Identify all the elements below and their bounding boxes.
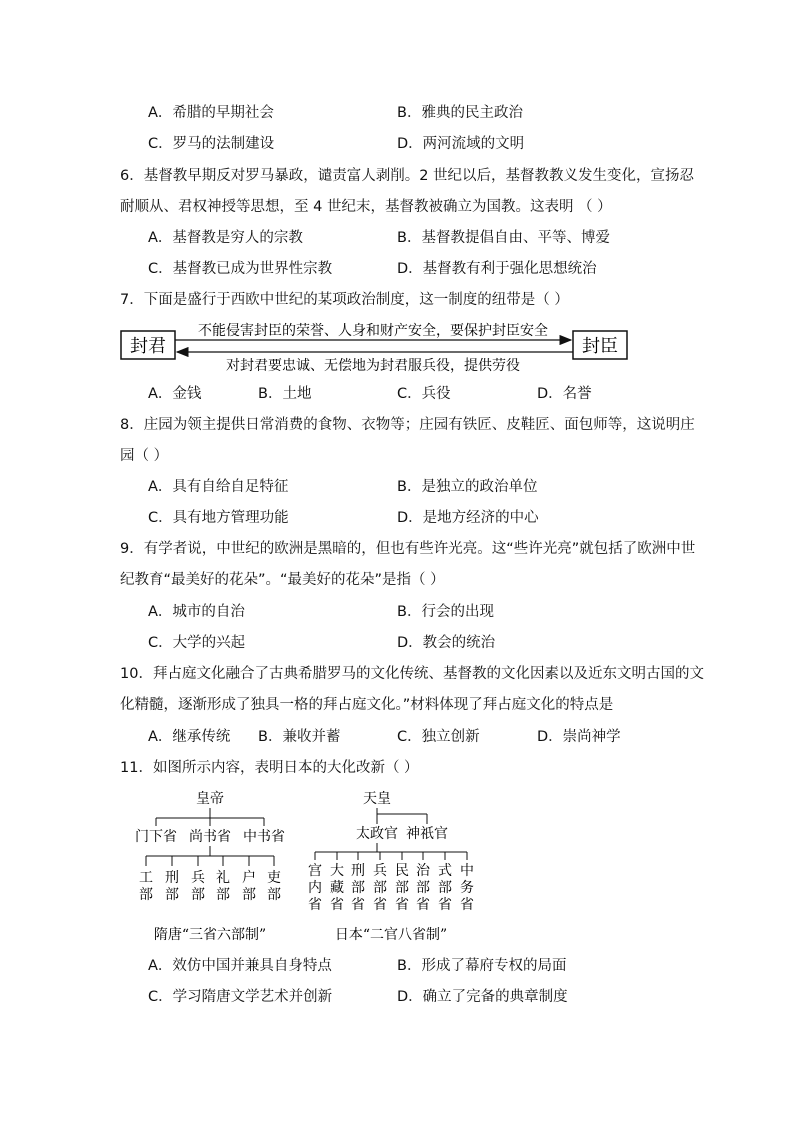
japan-dept-hyobu: 兵部省 [373, 863, 387, 913]
q5-option-d: D．两河流域的文明 [397, 136, 525, 152]
japan-jingikan: 神祇官 [406, 826, 448, 842]
q5-option-b: B．雅典的民主政治 [397, 105, 523, 121]
sui-ministry-menxia: 门下省 [135, 829, 177, 845]
japan-dept-kunai: 宫内省 [308, 863, 322, 913]
q8-option-a: A．具有自给自足特征 [148, 479, 289, 495]
q10-option-d: D．崇尚神学 [537, 729, 621, 745]
japan-dept-nakatsukasa: 中务省 [460, 863, 474, 913]
q9-stem-line-1: 9．有学者说，中世纪的欧洲是黑暗的，但也有些许光亮。这“些许光亮”就包括了欧洲中世 [120, 541, 696, 557]
q7-option-b: B．土地 [258, 386, 312, 402]
japan-daijokan: 太政官 [356, 826, 398, 842]
q9-option-c: C．大学的兴起 [148, 635, 246, 651]
q11-option-d: D．确立了完备的典章制度 [397, 989, 568, 1005]
q7-stem: 7．下面是盛行于西欧中世纪的某项政治制度，这一制度的纽带是（ ） [120, 292, 569, 308]
sui-dept-bing: 兵部 [191, 870, 205, 903]
vassal-label: 封臣 [582, 336, 618, 357]
q9-option-d: D．教会的统治 [397, 635, 496, 651]
q10-option-c: C．独立创新 [397, 729, 480, 745]
japan-dept-jibu: 治部省 [416, 863, 430, 913]
q7-option-c: C．兵役 [397, 386, 451, 402]
lord-label: 封君 [130, 336, 166, 357]
q10-stem-line-1: 10．拜占庭文化融合了古典希腊罗马的文化传统、基督教的文化因素以及近东文明古国的文 [120, 666, 704, 682]
q6-stem-line-2: 耐顺从、君权神授等思想，至 4 世纪末，基督教被确立为国教。这表明 （ ） [120, 199, 612, 215]
japan-dept-okura: 大藏省 [330, 863, 344, 913]
q9-stem-line-2: 纪教育“最美好的花朵”。“最美好的花朵”是指（ ） [120, 572, 445, 588]
sui-dept-gong: 工部 [139, 870, 153, 903]
sui-caption: 隋唐“三省六部制” [153, 927, 267, 943]
japan-dept-gyobu: 刑部省 [351, 863, 365, 913]
q11-option-b: B．形成了幕府专权的局面 [397, 958, 567, 974]
japan-caption: 日本“二官八省制” [334, 927, 448, 943]
japan-org-chart [308, 791, 474, 943]
q8-option-c: C．具有地方管理功能 [148, 510, 289, 526]
feudal-relationship-diagram [118, 318, 638, 378]
q6-option-c: C．基督教已成为世界性宗教 [148, 261, 333, 277]
q6-option-d: D．基督教有利于强化思想统治 [397, 261, 597, 277]
sui-dept-hu: 户部 [242, 870, 256, 903]
lord-obligation-text: 不能侵害封臣的荣誉、人身和财产安全，要保护封臣安全 [198, 323, 548, 339]
q8-stem-line-1: 8．庄园为领主提供日常消费的食物、衣物等；庄园有铁匠、皮鞋匠、面包师等，这说明庄 [120, 417, 695, 433]
sui-dept-li: 礼部 [216, 870, 230, 903]
q8-option-d: D．是地方经济的中心 [397, 510, 539, 526]
q9-option-b: B．行会的出现 [397, 604, 494, 620]
sui-dept-xing: 刑部 [165, 870, 179, 903]
q11-option-a: A．效仿中国并兼具自身特点 [148, 958, 332, 974]
q8-option-b: B．是独立的政治单位 [397, 479, 538, 495]
japan-dept-minbu: 民部省 [395, 863, 409, 913]
q6-option-b: B．基督教提倡自由、平等、博爱 [397, 230, 610, 246]
japan-top-node: 天皇 [363, 791, 391, 807]
q6-stem-line-1: 6．基督教早期反对罗马暴政，谴责富人剥削。2 世纪以后，基督教教义发生变化，宣扬忍 [120, 168, 695, 184]
vassal-obligation-text: 对封君要忠诚、无偿地为封君服兵役，提供劳役 [226, 358, 520, 374]
q7-option-a: A．金钱 [148, 386, 202, 402]
q11-stem: 11．如图所示内容，表明日本的大化改新（ ） [120, 760, 419, 776]
q11-option-c: C．学习隋唐文学艺术并创新 [148, 989, 333, 1005]
japan-dept-shikibu: 式部省 [438, 863, 452, 913]
sui-tang-org-chart [135, 790, 285, 943]
q10-stem-line-2: 化精髓，逐渐形成了独具一格的拜占庭文化。”材料体现了拜占庭文化的特点是 [120, 697, 614, 713]
q8-stem-line-2: 园（ ） [120, 448, 169, 464]
q9-option-a: A．城市的自治 [148, 604, 245, 620]
sui-ministry-zhongshu: 中书省 [243, 829, 285, 845]
q10-option-a: A．继承传统 [148, 729, 231, 745]
sui-top-node: 皇帝 [196, 791, 224, 807]
sui-ministry-shangshu: 尚书省 [189, 829, 231, 845]
sui-dept-li2: 吏部 [267, 870, 281, 903]
government-system-comparison-diagram [128, 784, 488, 946]
q10-option-b: B．兼收并蓄 [258, 729, 341, 745]
q7-option-d: D．名誉 [537, 386, 592, 402]
q5-option-a: A．希腊的早期社会 [148, 105, 274, 121]
q6-option-a: A．基督教是穷人的宗教 [148, 230, 303, 246]
q5-option-c: C．罗马的法制建设 [148, 136, 275, 152]
